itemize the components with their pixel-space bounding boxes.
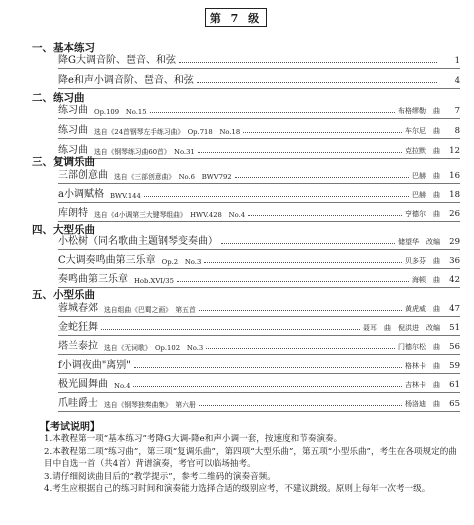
piece-composer: 巴赫 曲 bbox=[412, 191, 440, 199]
piece-composer: 克拉默 曲 bbox=[405, 147, 440, 155]
toc-row[interactable] bbox=[58, 230, 460, 250]
page-number: 51 bbox=[449, 323, 460, 333]
page-number: 65 bbox=[449, 399, 460, 409]
page-number: 36 bbox=[449, 256, 460, 266]
piece-title: 练习曲 bbox=[58, 125, 88, 136]
leader-dots bbox=[101, 329, 360, 330]
section-heading-etudes: 二、练习曲 bbox=[32, 92, 85, 104]
leader-dots bbox=[144, 196, 409, 197]
page-number: 8 bbox=[454, 126, 460, 136]
piece-composer: 储望华 改编 bbox=[398, 238, 440, 246]
piece-title: 库朗特 bbox=[58, 208, 88, 219]
leader-dots bbox=[243, 132, 402, 133]
toc-row[interactable] bbox=[58, 268, 460, 288]
piece-composer: 格林卡 曲 bbox=[405, 362, 440, 370]
piece-info: 选自《d小调第三大键琴组曲》 HWV.428 No.4 bbox=[94, 211, 246, 219]
leader-dots bbox=[134, 367, 402, 368]
exam-note: 4.考生应根据自己的练习时间和演奏能力选择合适的级别应考，不建议跳级。原则上每年一次考一级。 bbox=[44, 484, 431, 494]
toc-row[interactable] bbox=[58, 373, 460, 393]
piece-composer: 黄虎威 曲 bbox=[405, 305, 440, 313]
page-number: 59 bbox=[449, 361, 460, 371]
toc-row[interactable] bbox=[58, 202, 460, 222]
piece-composer: 亨德尔 曲 bbox=[405, 210, 440, 218]
leader-dots bbox=[248, 215, 402, 216]
page-number: 47 bbox=[449, 304, 460, 314]
exam-note: 2.本教程第二项“练习曲”，第三项“复调乐曲”，第四项“大型乐曲”，第五项“小型乐曲”，考生在各项规定的曲目中自选一首（共4首）背谱演奏，考官可以临场抽考。 bbox=[44, 446, 457, 469]
leader-dots bbox=[198, 152, 402, 153]
piece-title: 降G大调音阶、琶音、和弦 bbox=[58, 55, 176, 66]
leader-dots bbox=[133, 386, 402, 387]
exam-note: 3.请仔细阅读曲目后的“教学提示”，参考二维码的演奏音频。 bbox=[44, 471, 276, 482]
piece-info: 选自组曲《巴蜀之画》 第五首 bbox=[104, 306, 196, 314]
leader-dots bbox=[179, 62, 437, 63]
exam-note: 1.本教程第一项“基本练习”考降G大调-降e和声小调一套，按速度和节奏演奏。 bbox=[44, 434, 343, 444]
page-number: 26 bbox=[449, 209, 460, 219]
piece-info: 选自《钢琴独奏曲集》 第六册 bbox=[104, 401, 196, 409]
exam-notes-heading: 【考试说明】 bbox=[40, 422, 100, 433]
toc-row[interactable] bbox=[58, 119, 460, 139]
toc-row[interactable] bbox=[58, 99, 460, 119]
piece-info: BWV.144 bbox=[109, 192, 141, 200]
page-number: 18 bbox=[449, 190, 460, 200]
leader-dots bbox=[221, 243, 395, 244]
toc-row[interactable] bbox=[58, 69, 460, 89]
piece-title: 练习曲 bbox=[58, 145, 88, 156]
piece-composer: 海顿 曲 bbox=[412, 276, 440, 284]
piece-info: Op.109 No.15 bbox=[94, 108, 147, 116]
piece-title: 极光圆舞曲 bbox=[58, 379, 108, 390]
page-number: 7 bbox=[454, 106, 460, 116]
piece-info: 选自《钢琴练习曲60首》 No.31 bbox=[94, 148, 195, 156]
leader-dots bbox=[199, 405, 402, 406]
page-number: 29 bbox=[449, 237, 460, 247]
leader-dots bbox=[177, 281, 409, 282]
piece-info: 选自《无词歌》 Op.102 No.3 bbox=[104, 344, 204, 352]
piece-title: 爪哇爵士 bbox=[58, 398, 98, 409]
piece-title: 蓉城春郊 bbox=[58, 303, 98, 314]
leader-dots bbox=[199, 310, 402, 311]
piece-title: C大调奏鸣曲第三乐章 bbox=[58, 255, 156, 266]
leader-dots bbox=[150, 112, 395, 113]
piece-info: Op.2 No.3 bbox=[161, 258, 202, 266]
leader-dots bbox=[197, 82, 437, 83]
piece-composer: 贝多芬 曲 bbox=[405, 257, 440, 265]
piece-composer: 吉林卡 曲 bbox=[405, 381, 440, 389]
piece-composer: 巴赫 曲 bbox=[412, 172, 440, 180]
toc-row[interactable] bbox=[58, 335, 460, 355]
piece-title: 降e和声小调音阶、琶音、和弦 bbox=[58, 75, 194, 86]
leader-dots bbox=[235, 177, 409, 178]
piece-title: a小调赋格 bbox=[58, 189, 104, 200]
piece-composer: 门德尔松 曲 bbox=[398, 343, 440, 351]
piece-title: f小调夜曲"离别" bbox=[58, 360, 131, 371]
toc-row[interactable] bbox=[58, 297, 460, 317]
page-number: 42 bbox=[449, 275, 460, 285]
section-heading-basic: 一、基本练习 bbox=[32, 42, 95, 54]
toc-row[interactable] bbox=[58, 139, 460, 159]
piece-info: Hob.XVI/35 bbox=[134, 277, 174, 285]
piece-title: 练习曲 bbox=[58, 105, 88, 116]
leader-dots bbox=[204, 262, 402, 263]
section-heading-small: 五、小型乐曲 bbox=[32, 289, 95, 301]
toc-row[interactable] bbox=[58, 249, 460, 269]
page-number: 12 bbox=[449, 146, 460, 156]
toc-row[interactable] bbox=[58, 354, 460, 374]
piece-title: 小松树（同名歌曲主题钢琴变奏曲） bbox=[58, 236, 218, 247]
section-heading-large: 四、大型乐曲 bbox=[32, 224, 95, 236]
piece-title: 金蛇狂舞 bbox=[58, 322, 98, 333]
page-number: 16 bbox=[449, 171, 460, 181]
piece-title: 塔兰泰拉 bbox=[58, 341, 98, 352]
piece-info: 选自《三部创意曲》 No.6 BWV792 bbox=[114, 173, 232, 181]
toc-row[interactable] bbox=[58, 164, 460, 184]
piece-info: No.4 bbox=[114, 382, 131, 390]
page-number: 1 bbox=[454, 56, 460, 66]
leader-dots bbox=[206, 348, 395, 349]
page-number: 4 bbox=[454, 76, 460, 86]
piece-title: 三部创意曲 bbox=[58, 170, 108, 181]
page-number: 56 bbox=[449, 342, 460, 352]
section-heading-polyphonic: 三、复调乐曲 bbox=[32, 156, 95, 168]
piece-title: 奏鸣曲第三乐章 bbox=[58, 274, 128, 285]
grade-title: 第 7 级 bbox=[205, 8, 267, 27]
toc-row[interactable] bbox=[58, 316, 460, 336]
piece-composer: 杨洛迪 曲 bbox=[405, 400, 440, 408]
toc-row[interactable] bbox=[58, 183, 460, 203]
toc-row[interactable] bbox=[58, 49, 460, 69]
piece-composer: 聂耳 曲 倪洪进 改编 bbox=[363, 324, 440, 332]
page-number: 61 bbox=[449, 380, 460, 390]
piece-info: 选自《24首钢琴左手练习曲》 Op.718 No.18 bbox=[94, 128, 241, 136]
toc-row[interactable] bbox=[58, 392, 460, 412]
piece-composer: 车尔尼 曲 bbox=[405, 127, 440, 135]
exam-notes bbox=[44, 433, 462, 496]
piece-composer: 布格缪勒 曲 bbox=[398, 107, 440, 115]
